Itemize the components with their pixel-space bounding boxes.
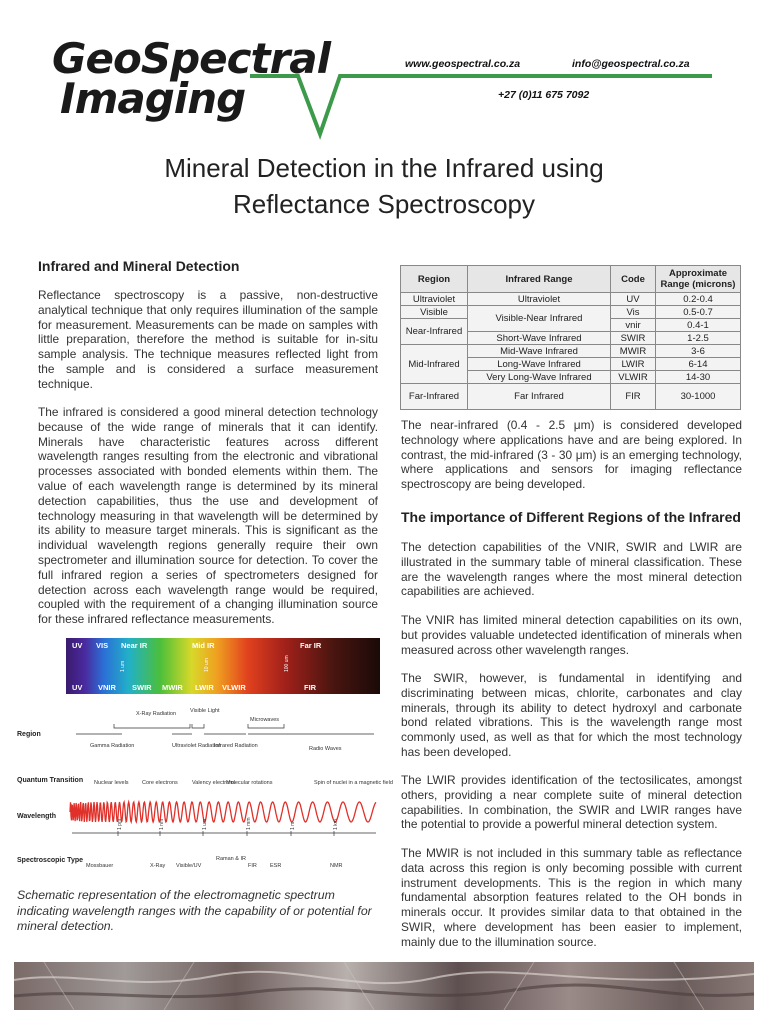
spectro-raman-ir: Raman & IR: [216, 856, 246, 862]
paragraph-detection: The detection capabilities of the VNIR, SWIR and LWIR are illustrated in the summary table of mineral classification. These are the wavelength ranges where the most mineral detection capabilities are achieved.: [401, 540, 742, 599]
paragraph-reflectance: Reflectance spectroscopy is a passive, non-destructive analytical technique that only requires illumination of the sample for measurement. Measurements can be made on samples with little preparation, therefore the method is suitable for in-situ sample analysis. The technique measures reflected light from the sample and is considered a surface measurement technique.: [38, 288, 378, 391]
spectro-xray: X-Ray: [150, 863, 166, 869]
spectro-fir: FIR: [248, 863, 257, 869]
infrared-ranges-table: [400, 265, 741, 410]
table-cell: VLWIR: [611, 371, 656, 384]
region-ultraviolet: Ultraviolet Radiation: [172, 743, 222, 749]
tick-1um: 1 um: [202, 818, 208, 830]
region-gamma: Gamma Radiation: [90, 743, 135, 749]
table-cell: 0.2-0.4: [656, 293, 741, 306]
table-row: [401, 345, 741, 358]
spectrum-bar: [66, 638, 380, 694]
table-header: Region: [401, 266, 468, 293]
wavelength-wave: [70, 802, 376, 822]
paragraph-infrared: The infrared is considered a good mineral detection technology because of the wide range of minerals that it can identify. Minerals have characteristic features across different wavelength ranges resulting from the electronic and vibrational processes associated with bonded elements within them. The value of each wavelength range is determined by its mineral detection capabilities, thus the use and development of technology measuring in that wavelength will be determined by its ability to measure target minerals. This is significant as the individual wavelength regions generally require their own spectrometer and illumination source for detection. To cover the full infrared region a series of spectrometers designed for detection across each wavelength range would be required, coupled with the requirement of a changing illumination source for these infrared reflectance measurements.: [38, 405, 378, 627]
table-header: Approximate Range (microns): [656, 266, 741, 293]
logo-line-2: Imaging: [60, 74, 246, 123]
table-cell: 30-1000: [656, 384, 741, 410]
table-header: Infrared Range: [468, 266, 611, 293]
logo-swoosh: [250, 70, 762, 140]
table-cell: MWIR: [611, 345, 656, 358]
spectrum-bottom-lwir: LWIR: [195, 683, 214, 692]
region-infrared: Infrared Radiation: [214, 743, 258, 749]
region-visible: Visible Light: [190, 708, 220, 714]
table-cell: Mid-Infrared: [401, 345, 468, 384]
table-cell: Visible: [401, 306, 468, 319]
logo-line-1: GeoSpectral: [52, 34, 331, 83]
table-cell: FIR: [611, 384, 656, 410]
table-cell: Long-Wave Infrared: [468, 358, 611, 371]
spectrum-top-vis: VIS: [96, 641, 109, 650]
table-cell: 14-30: [656, 371, 741, 384]
spectrum-inner-1um: 1 um: [120, 660, 126, 672]
table-cell: Short-Wave Infrared: [468, 332, 611, 345]
table-row: [401, 384, 741, 410]
spectro-esr: ESR: [270, 863, 282, 869]
table-cell: Near-Infrared: [401, 319, 468, 345]
spectrum-bottom-swir: SWIR: [132, 683, 152, 692]
figure-caption: Schematic representation of the electromagnetic spectrum indicating wavelength ranges with the capability of or potential for mineral detection.: [17, 888, 372, 933]
table-cell: 0.5-0.7: [656, 306, 741, 319]
spectrum-bottom-fir: FIR: [304, 683, 317, 692]
table-row: [401, 293, 741, 306]
paragraph-swir: The SWIR, however, is fundamental in identifying and discriminating between micas, chlorite, carbonates and clay minerals, through its ability to detect hydroxyl and carbonate bond related vibrations. This is the wavelength range most commonly used, as well as that for which the most technology has been developed.: [401, 671, 742, 759]
spectrum-bottom-vlwir: VLWIR: [222, 683, 246, 692]
tick-1mm: 1 mm: [246, 817, 252, 830]
website-link[interactable]: www.geospectral.co.za: [405, 58, 521, 70]
section-heading-infrared: Infrared and Mineral Detection: [38, 258, 240, 274]
table-cell: vnir: [611, 319, 656, 332]
quantum-nuclear: Nuclear levels: [94, 780, 129, 786]
table-header: Code: [611, 266, 656, 293]
spectro-mossbauer: Mossbauer: [86, 863, 114, 869]
phone-number: +27 (0)11 675 7092: [498, 89, 590, 101]
row-label-quantum: Quantum Transition: [17, 777, 84, 784]
paragraph-mwir: The MWIR is not included in this summary table as reflectance data across this region is only becoming possible with current instrument developments. This is the region in which many fundamental absorption features related to the OH bonds in minerals occur. It provides similar data to that obtained in the SWIR, where development has been easier to implement, mainly due to the illumination source.: [401, 846, 742, 949]
tick-1nm: 1 nm: [159, 818, 165, 830]
row-label-region: Region: [17, 731, 41, 738]
table-cell: Ultraviolet: [468, 293, 611, 306]
table-cell: 1-2.5: [656, 332, 741, 345]
quantum-valency: Valency electrons: [192, 780, 236, 786]
row-label-wavelength: Wavelength: [17, 813, 57, 820]
spectrum-top-nearir: Near IR: [121, 641, 148, 650]
email-link[interactable]: info@geospectral.co.za: [572, 58, 690, 70]
quantum-spin: Spin of nuclei in a magnetic field: [314, 780, 393, 786]
region-microwaves: Microwaves: [250, 717, 280, 723]
table-cell: UV: [611, 293, 656, 306]
region-radio: Radio Waves: [309, 746, 342, 752]
table-cell: 0.4-1: [656, 319, 741, 332]
table-cell: LWIR: [611, 358, 656, 371]
table-cell: Far-Infrared: [401, 384, 468, 410]
spectro-visible-uv: Visible/UV: [176, 863, 202, 869]
tick-1km: 1 km: [333, 819, 339, 830]
spectrum-bottom-mwir: MWIR: [162, 683, 183, 692]
em-spectrum-schematic: [14, 700, 393, 885]
paragraph-lwir: The LWIR provides identification of the tectosilicates, amongst others, providing a near complete suite of mineral detection capabilities. In combination, the SWIR and LWIR ranges have the potential to provide a powerful mineral detection system.: [401, 773, 742, 832]
spectro-nmr: NMR: [330, 863, 343, 869]
spectrum-bottom-uv: UV: [72, 683, 83, 692]
table-cell: 3-6: [656, 345, 741, 358]
spectrum-top-farir: Far IR: [300, 641, 322, 650]
tick-1m: 1 m: [290, 821, 296, 830]
page-title-line-1: Mineral Detection in the Infrared using: [164, 153, 604, 183]
table-cell: Vis: [611, 306, 656, 319]
table-cell: Mid-Wave Infrared: [468, 345, 611, 358]
spectrum-top-uv: UV: [72, 641, 83, 650]
rock-texture-image: [14, 962, 754, 1010]
quantum-molecular: Molecular rotations: [226, 780, 273, 786]
table-cell: Visible-Near Infrared: [468, 306, 611, 332]
table-cell: SWIR: [611, 332, 656, 345]
region-xray: X-Ray Radiation: [136, 711, 177, 717]
paragraph-vnir: The VNIR has limited mineral detection capabilities on its own, but provides valuable undetected identification of minerals when measured across other wavelength ranges.: [401, 613, 742, 657]
table-cell: Ultraviolet: [401, 293, 468, 306]
quantum-core: Core electrons: [142, 780, 178, 786]
table-cell: 6-14: [656, 358, 741, 371]
table-cell: Very Long-Wave Infrared: [468, 371, 611, 384]
spectrum-inner-100um: 100 um: [284, 655, 290, 672]
row-label-spectro: Spectroscopic Type: [17, 857, 84, 864]
paragraph-near-infrared: The near-infrared (0.4 - 2.5 μm) is considered developed technology where applications have and are being explored. In contrast, the mid-infrared (3 - 30 μm) is an emerging technology, where applications and sensors for imaging reflectance spectroscopy are being developed.: [401, 418, 742, 492]
section-heading-regions: The importance of Different Regions of the Infrared: [401, 509, 741, 525]
spectrum-top-midir: Mid IR: [192, 641, 215, 650]
table-cell: Far Infrared: [468, 384, 611, 410]
table-row: [401, 306, 741, 319]
spectrum-inner-10um: 10 um: [204, 658, 210, 672]
page-title-line-2: Reflectance Spectroscopy: [232, 189, 536, 219]
spectrum-bottom-vnir: VNIR: [98, 683, 116, 692]
tick-1pm: 1 pm: [117, 818, 123, 830]
